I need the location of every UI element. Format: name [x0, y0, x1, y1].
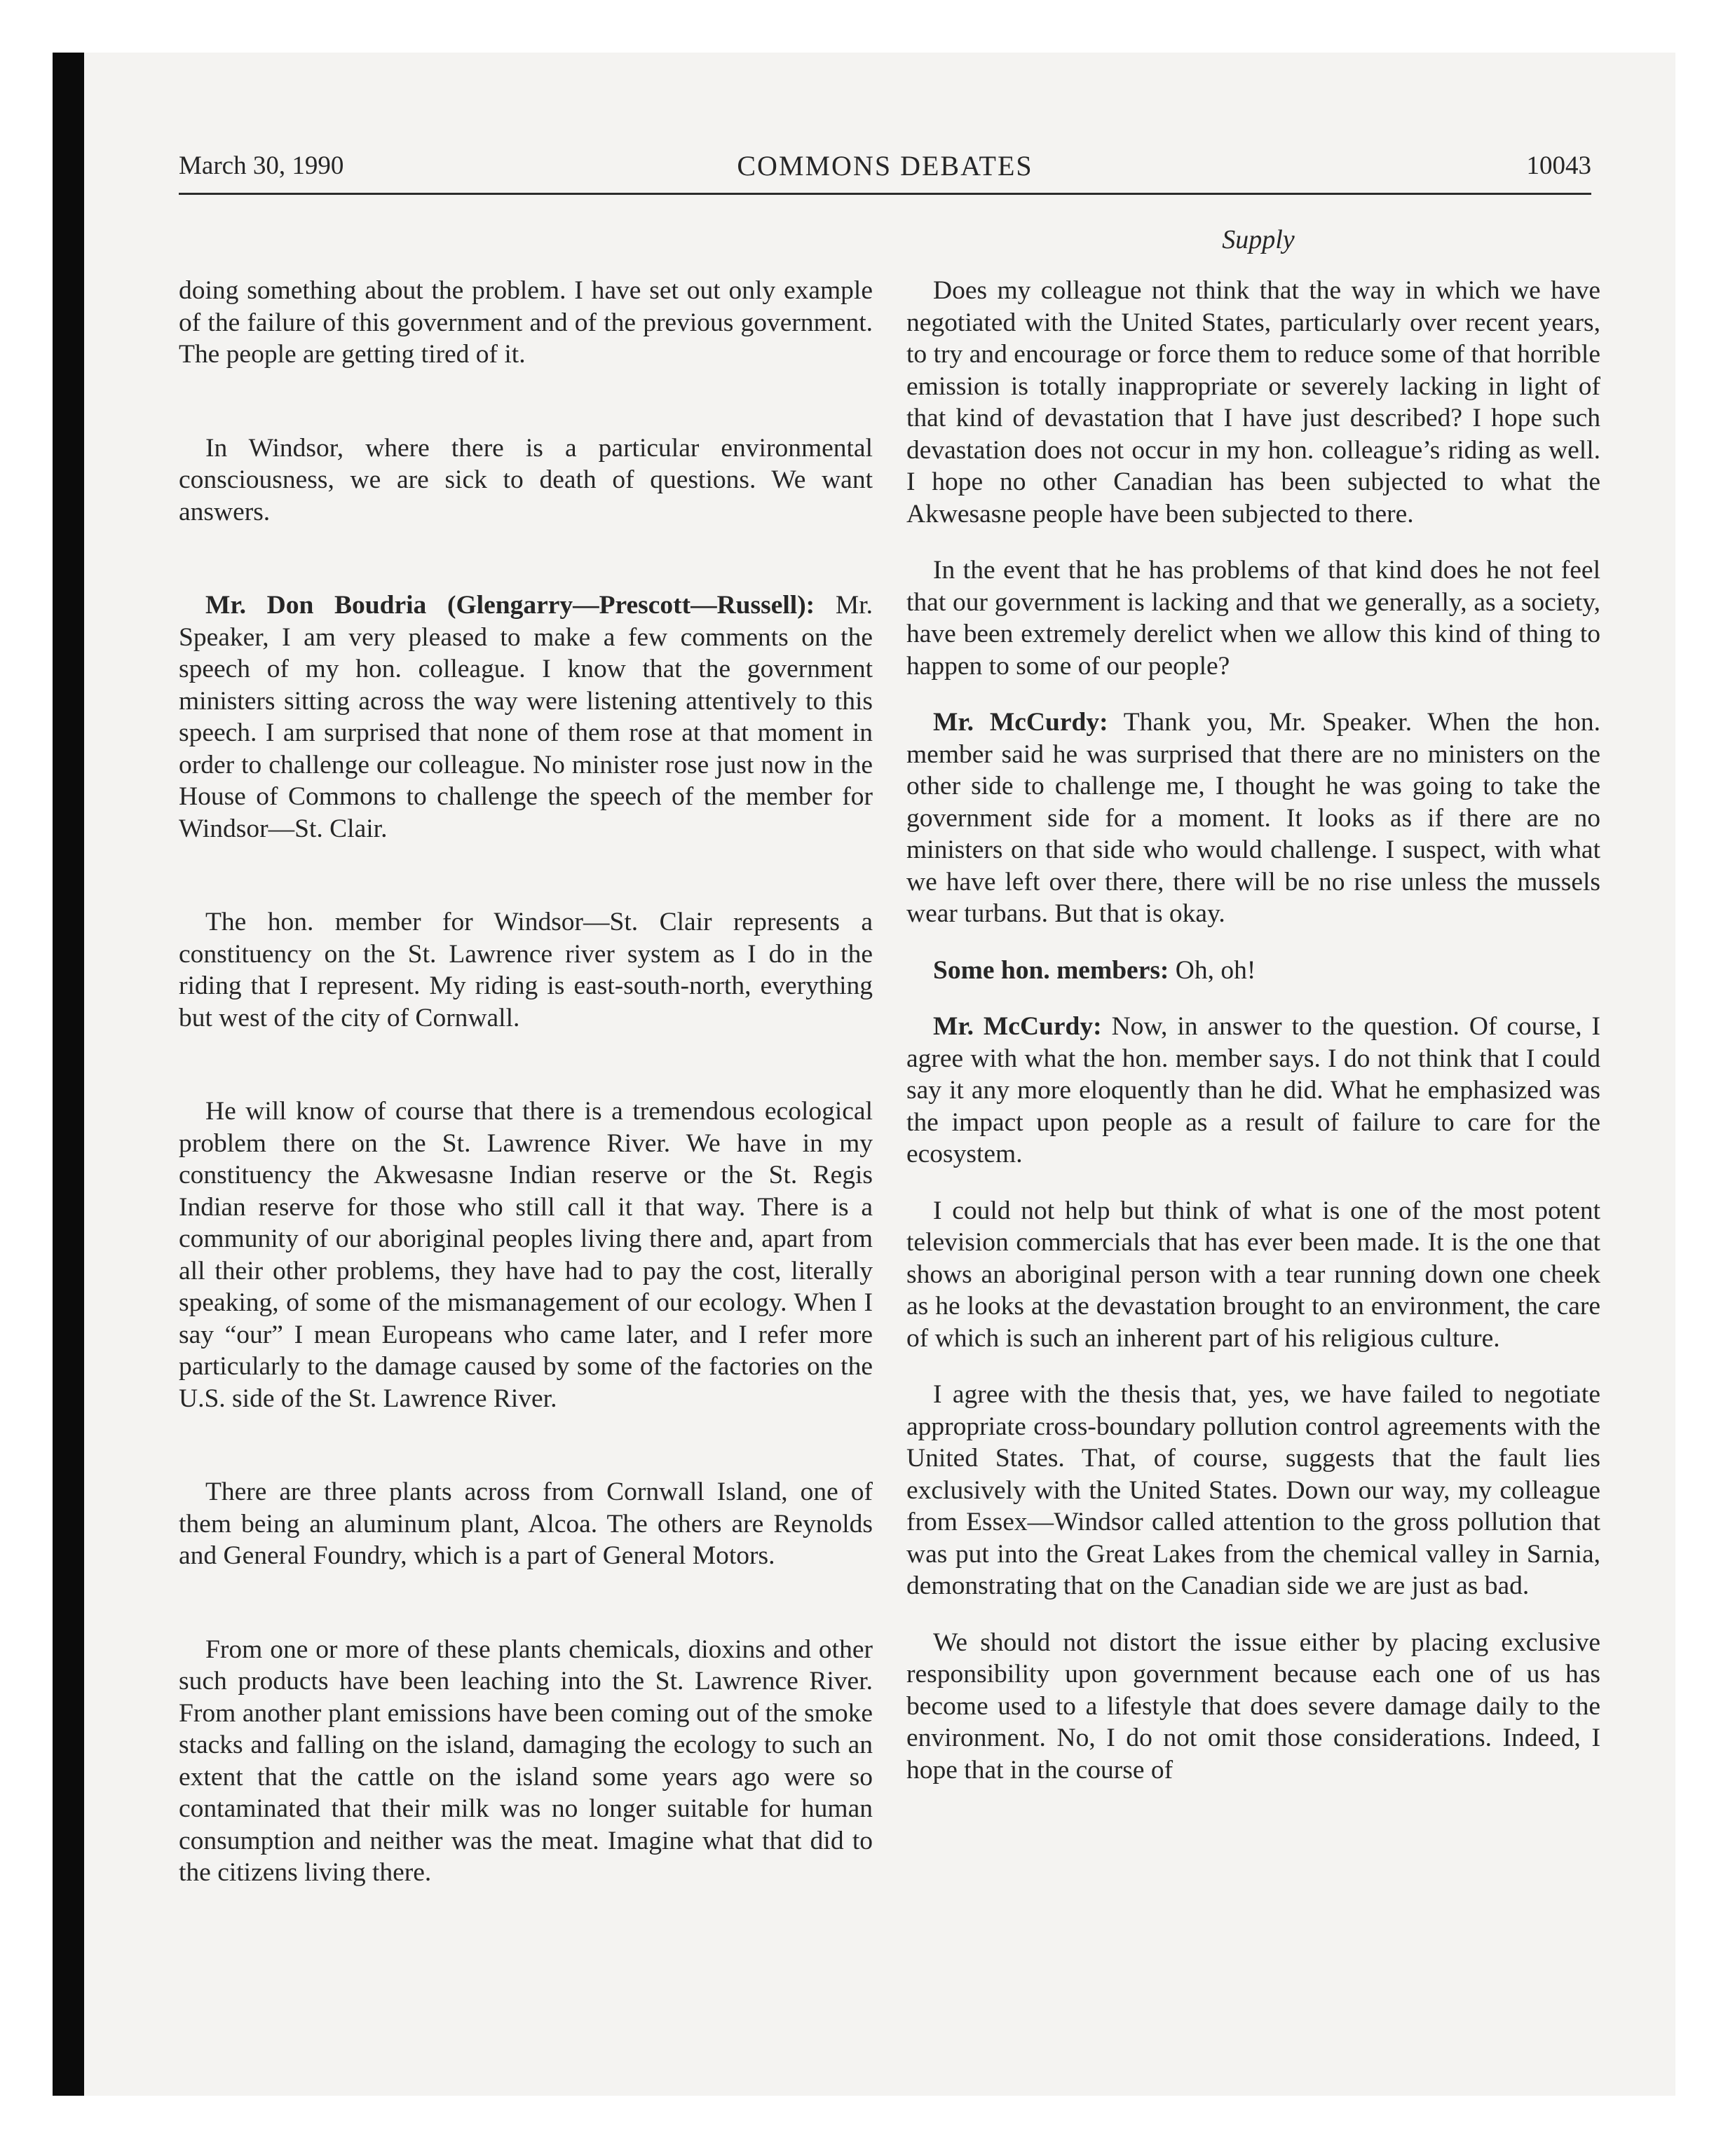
- speaker-name: Mr. McCurdy:: [933, 708, 1108, 737]
- paragraph: The hon. member for Windsor—St. Clair represents a constituency on the St. Lawrence river system as I do in the riding that I represent. My riding is east-south-north, everything but west of the city of Cornwall.: [179, 908, 873, 1032]
- paragraph: In the event that he has problems of that kind does he not feel that our government is lacking and that we generally, as a society, have been extremely derelict when we allow this kind of thing to happen to some of our people?: [906, 556, 1600, 681]
- paragraph: I could not help but think of what is one of the most potent television commercials that has ever been made. It is the one that shows an aboriginal person with a tear running down one cheek as he looks at the devastation brought to an environment, the care of which is such an inherent part of his religious culture.: [906, 1196, 1600, 1353]
- speech-text: Now, in answer to the question. Of course, I agree with what the hon. member says. I do not think that I could say it any more eloquently than he did. What he emphasized was the impact upon people as a result of failure to care for the ecosystem.: [906, 1012, 1600, 1168]
- paragraph: From one or more of these plants chemicals, dioxins and other such products have been leaching into the St. Lawrence River. From another plant emissions have been coming out of the smoke stacks and falling on the island, damaging the ecology to such an extent that the cattle on the island some years ago were so contaminated that their milk was no longer suitable for human consumption and neither was the meat. Imagine what that did to the citizens living there.: [179, 1635, 873, 1887]
- paragraph: We should not distort the issue either by placing exclusive responsibility upon government because each one of us has become used to a lifestyle that does severe damage daily to the environment. No, I do not omit those considerations. Indeed, I hope that in the course of: [906, 1628, 1600, 1785]
- speaker-name: Mr. McCurdy:: [933, 1012, 1102, 1041]
- paragraph: I agree with the thesis that, yes, we have failed to negotiate appropriate cross-boundary pollution control agreements with the United States. That, of course, suggests that the fault lies exclusively with the United States. Down our way, my colleague from Essex—Windsor called attention to the gross pollution that was put into the Great Lakes from the chemical valley in Sarnia, demonstrating that on the Canadian side we are just as bad.: [906, 1380, 1600, 1600]
- paragraph: In Windsor, where there is a particular environmental consciousness, we are sick to death of questions. We want answers.: [179, 433, 873, 526]
- paragraph: There are three plants across from Cornwall Island, one of them being an aluminum plant, Alcoa. The others are Reynolds and General Foundry, which is a part of General Motors.: [179, 1478, 873, 1570]
- page-header: [179, 144, 1591, 195]
- section-title: Supply: [1222, 225, 1295, 254]
- speech-paragraph: [906, 955, 1600, 987]
- speech-paragraph: [179, 589, 873, 845]
- speech-paragraph: [906, 707, 1600, 930]
- scan-edge-shadow: [53, 53, 84, 2096]
- speech-text: Mr. Speaker, I am very pleased to make a few comments on the speech of my hon. colleague. I know that the government ministers sitting across the way were listening attentively to this speech. I am surprised that none of them rose at that moment in order to challenge our colleague. No minister rose just now in the House of Commons to challenge the speech of the member for Windsor—St. Clair.: [179, 591, 873, 843]
- paragraph: Does my colleague not think that the way in which we have negotiated with the United States, particularly over recent years, to try and encourage or force them to reduce some of that horrible emission is totally inappropriate or severely lacking in light of that kind of devastation that I have just described? I hope such devastation does not occur in my hon. colleague’s riding as well. I hope no other Canadian has been subjected to what the Akwesasne people have been subjected to there.: [906, 276, 1600, 528]
- speaker-name: Some hon. members:: [933, 955, 1169, 985]
- header-date: March 30, 1990: [179, 151, 344, 180]
- right-column: [906, 275, 1600, 1810]
- speech-text: Oh, oh!: [1175, 955, 1256, 985]
- speech-text: Thank you, Mr. Speaker. When the hon. member said he was surprised that there are no ministers on the other side to challenge me, I thought he was going to take the government side for a moment. It looks as if there are no ministers on that side who would challenge. I suspect, with what we have left over there, there will be no rise unless the mussels wear turbans. But that is okay.: [906, 708, 1600, 928]
- header-title: COMMONS DEBATES: [737, 150, 1033, 182]
- paragraph: doing something about the problem. I have set out only example of the failure of this government and of the previous government. The people are getting tired of it.: [179, 276, 873, 369]
- page-number: 10043: [1526, 151, 1591, 180]
- left-column: [179, 275, 873, 1951]
- speaker-name: Mr. Don Boudria (Glengarry—Prescott—Russell):: [205, 591, 815, 620]
- paragraph: He will know of course that there is a tremendous ecological problem there on the St. Lawrence River. We have in my constituency the Akwesasne Indian reserve or the St. Regis Indian reserve for those who still call it that way. There is a community of our aboriginal peoples living there and, apart from all their other problems, they have had to pay the cost, literally speaking, of some of the mismanagement of our ecology. When I say “our” I mean Europeans who came later, and I refer more particularly to the damage caused by some of the factories on the U.S. side of the St. Lawrence River.: [179, 1097, 873, 1413]
- speech-paragraph: [906, 1011, 1600, 1171]
